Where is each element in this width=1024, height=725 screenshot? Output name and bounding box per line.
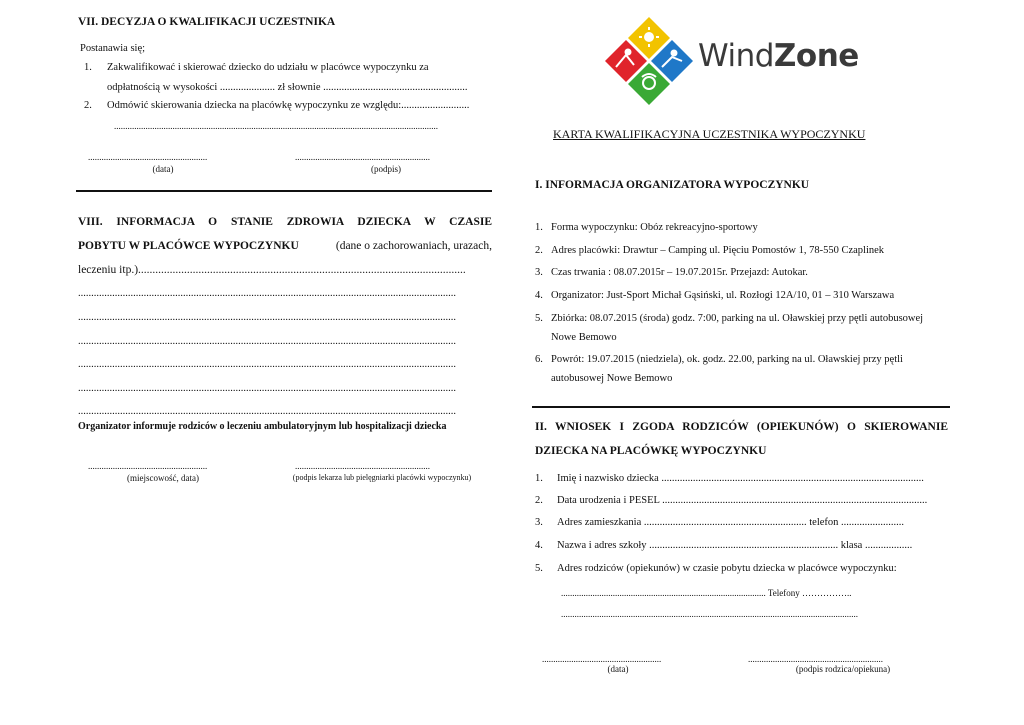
decision-item-2-text: Odmówić skierowania dziecka na placówkę wypoczynku ze względu:.......................... — [107, 100, 470, 111]
organizer-item-number: 5. — [535, 313, 543, 324]
form-item-number: 4. — [535, 540, 543, 551]
brand-zone: Zone — [773, 38, 859, 74]
form-item-number: 2. — [535, 495, 543, 506]
section-viii-heading-bold: POBYTU W PLACÓWCE WYPOCZYNKU — [78, 240, 299, 252]
decision-item-1-number: 1. — [84, 62, 92, 73]
form-item-number: 5. — [535, 563, 543, 574]
health-info-line: ................................................................................................................................................ — [78, 359, 456, 370]
signature-place-date-line: ..................................................... — [88, 461, 208, 471]
signature-medic-label: (podpis lekarza lub pielęgniarki placówki wypoczynku) — [292, 473, 472, 482]
decision-item-1-text: Zakwalifikować i skierować dziecko do udziału w placówce wypoczynku za — [107, 62, 429, 73]
organizer-item-number: 4. — [535, 290, 543, 301]
form-item-number: 1. — [535, 473, 543, 484]
organizer-note: Organizator informuje rodziców o leczeniu ambulatoryjnym lub hospitalizacji dziecka — [78, 421, 447, 432]
parents-address-label: Adres rodziców (opiekunów) w czasie pobytu dziecka w placówce wypoczynku: — [557, 563, 897, 574]
organizer-item-text: Adres placówki: Drawtur – Camping ul. Pięciu Pomostów 1, 78-550 Czaplinek — [551, 245, 885, 256]
health-info-line: ................................................................................................................................................ — [78, 336, 456, 347]
form-item-number: 3. — [535, 517, 543, 528]
decision-item-2-number: 2. — [84, 100, 92, 111]
organizer-item-text-cont: Nowe Bemowo — [551, 332, 617, 343]
birth-date-pesel-field[interactable]: Data urodzenia i PESEL ..................................................................................................... — [557, 495, 928, 506]
signature-medic-line: ............................................................ — [295, 461, 430, 471]
decision-item-2-reason-line: ................................................................................................................................................ — [114, 121, 438, 131]
health-info-first-line: leczeniu itp.).................................................................................................................. — [78, 264, 466, 276]
signature-place-date-label: (miejscowość, data) — [127, 473, 199, 483]
home-address-phone-field[interactable]: Adres zamieszkania .............................................................. telefon ........................ — [557, 517, 905, 528]
child-name-field[interactable]: Imię i nazwisko dziecka .................................................................................................... — [557, 473, 924, 484]
signature-date-line: ..................................................... — [542, 654, 662, 664]
health-info-line: ................................................................................................................................................ — [78, 383, 456, 394]
signature-date-label: (data) — [607, 664, 629, 674]
health-info-line: ................................................................................................................................................ — [78, 288, 456, 299]
section-vii-heading: VII. DECYZJA O KWALIFIKACJI UCZESTNIKA — [78, 16, 336, 28]
signature-parent-line: ............................................................ — [748, 654, 883, 664]
signature-sign-line: ............................................................ — [295, 152, 430, 162]
organizer-item-number: 6. — [535, 354, 543, 365]
section-divider — [532, 406, 950, 408]
decision-item-1-amount-line: odpłatnością w wysokości ..................... zł słownie ....................................................... — [107, 82, 468, 93]
page-title: KARTA KWALIFIKACYJNA UCZESTNIKA WYPOCZYNKU — [553, 127, 866, 141]
organizer-item-number: 2. — [535, 245, 543, 256]
signature-date-line: ..................................................... — [88, 152, 208, 162]
health-info-line: ................................................................................................................................................ — [78, 312, 456, 323]
parents-address-phones-field[interactable]: ........................................................................................... Telefony …………….. — [561, 588, 852, 598]
windzone-logo-mark — [604, 15, 694, 105]
decision-intro: Postanawia się; — [80, 43, 146, 54]
section-divider — [76, 190, 492, 192]
organizer-item-text: Zbiórka: 08.07.2015 (środa) godz. 7:00, parking na ul. Oławskiej przy pętli autobusowej — [551, 313, 924, 324]
school-class-field[interactable]: Nazwa i adres szkoły ........................................................................ klasa .................. — [557, 540, 913, 551]
brand-wind: Wind — [698, 38, 774, 74]
section-ii-heading-line-2: DZIECKA NA PLACÓWKĘ WYPOCZYNKU — [535, 445, 767, 457]
signature-sign-label: (podpis) — [371, 164, 401, 174]
organizer-item-text: Powrót: 19.07.2015 (niedziela), ok. godz. 22.00, parking na ul. Oławskiej przy pętli — [551, 354, 903, 365]
section-viii-heading: VIII. INFORMACJA O STANIE ZDROWIA DZIECKA W CZASIE — [78, 216, 492, 228]
health-info-line: ................................................................................................................................................ — [78, 406, 456, 417]
organizer-item-text: Forma wypoczynku: Obóz rekreacyjno-sportowy — [551, 222, 758, 233]
section-ii-heading: II. WNIOSEK I ZGODA RODZICÓW (OPIEKUNÓW) O SKIEROWANIE — [535, 421, 948, 433]
organizer-item-text: Organizator: Just-Sport Michał Gąsiński, ul. Rozłogi 12A/10, 01 – 310 Warszawa — [551, 290, 895, 301]
organizer-item-number: 3. — [535, 267, 543, 278]
organizer-item-text-cont: autobusowej Nowe Bemowo — [551, 373, 673, 384]
organizer-item-text: Czas trwania : 08.07.2015r – 19.07.2015r. Przejazd: Autokar. — [551, 267, 808, 278]
parents-address-field[interactable]: .................................................................................................................................... — [561, 609, 858, 619]
section-i-heading: I. INFORMACJA ORGANIZATORA WYPOCZYNKU — [535, 179, 810, 191]
section-viii-heading-line-2 — [78, 240, 492, 252]
windzone-wordmark — [698, 38, 859, 74]
section-viii-heading-note: (dane o zachorowaniach, urazach, — [335, 240, 492, 252]
logo-diamond-icon — [604, 15, 694, 105]
signature-parent-label: (podpis rodzica/opiekuna) — [795, 664, 891, 674]
organizer-item-number: 1. — [535, 222, 543, 233]
signature-date-label: (data) — [152, 164, 174, 174]
